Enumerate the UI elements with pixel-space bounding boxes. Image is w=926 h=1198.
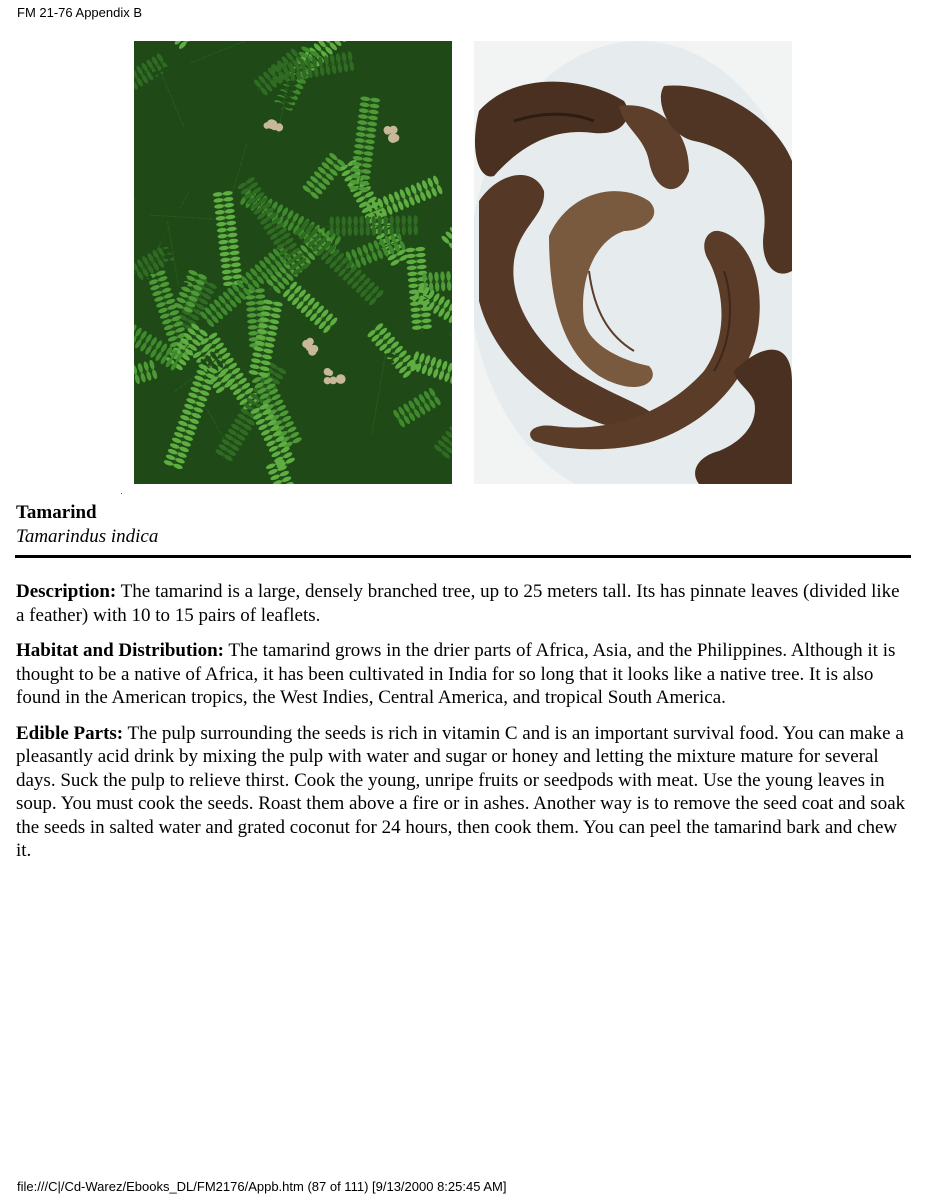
description-text: The tamarind is a large, densely branched tree, up to 25 meters tall. Its has pinnate leaves (divided like a feather) with 10 to 15 pairs of leaflets.: [16, 581, 900, 626]
plant-common-name: Tamarind: [16, 502, 97, 523]
section-divider: [15, 555, 911, 558]
tamarind-leaves-photo: [134, 41, 452, 484]
habitat-paragraph: [16, 639, 912, 710]
edible-parts-paragraph: [16, 722, 912, 863]
description-label: Description:: [16, 581, 117, 602]
edible-parts-text: The pulp surrounding the seeds is rich in vitamin C and is an important survival food. You can make a pleasantly acid drink by mixing the pulp with water and sugar or honey and letting the mixture mature for several days. Suck the pulp to relieve thirst. Cook the young, unripe fruits or seedpods with meat. Use the young leaves in soup. You must cook the seeds. Roast them above a fire or in ashes. Another way is to remove the seed coat and soak the seeds in salted water and grated coconut for 24 hours, then cook them. You can peel the tamarind bark and chew it.: [16, 722, 906, 861]
tamarind-pods-photo: [474, 41, 792, 484]
plant-scientific-name: Tamarindus indica: [16, 526, 159, 547]
habitat-label: Habitat and Distribution:: [16, 640, 224, 661]
plant-title-block: [16, 501, 158, 549]
habitat-text: The tamarind grows in the drier parts of Africa, Asia, and the Philippines. Although it is thought to be a native of Africa, it has been cultivated in India for so long that it looks like a native tree. It is also found in the American tropics, the West Indies, Central America, and tropical South America.: [16, 640, 896, 708]
plant-body: [16, 580, 912, 875]
page-header: FM 21-76 Appendix B: [17, 5, 143, 20]
edible-parts-label: Edible Parts:: [16, 722, 124, 744]
stray-mark: [121, 493, 122, 494]
page-footer: file:///C|/Cd-Warez/Ebooks_DL/FM2176/Appb.htm (87 of 111) [9/13/2000 8:25:45 AM]: [17, 1179, 507, 1194]
description-paragraph: [16, 580, 912, 627]
